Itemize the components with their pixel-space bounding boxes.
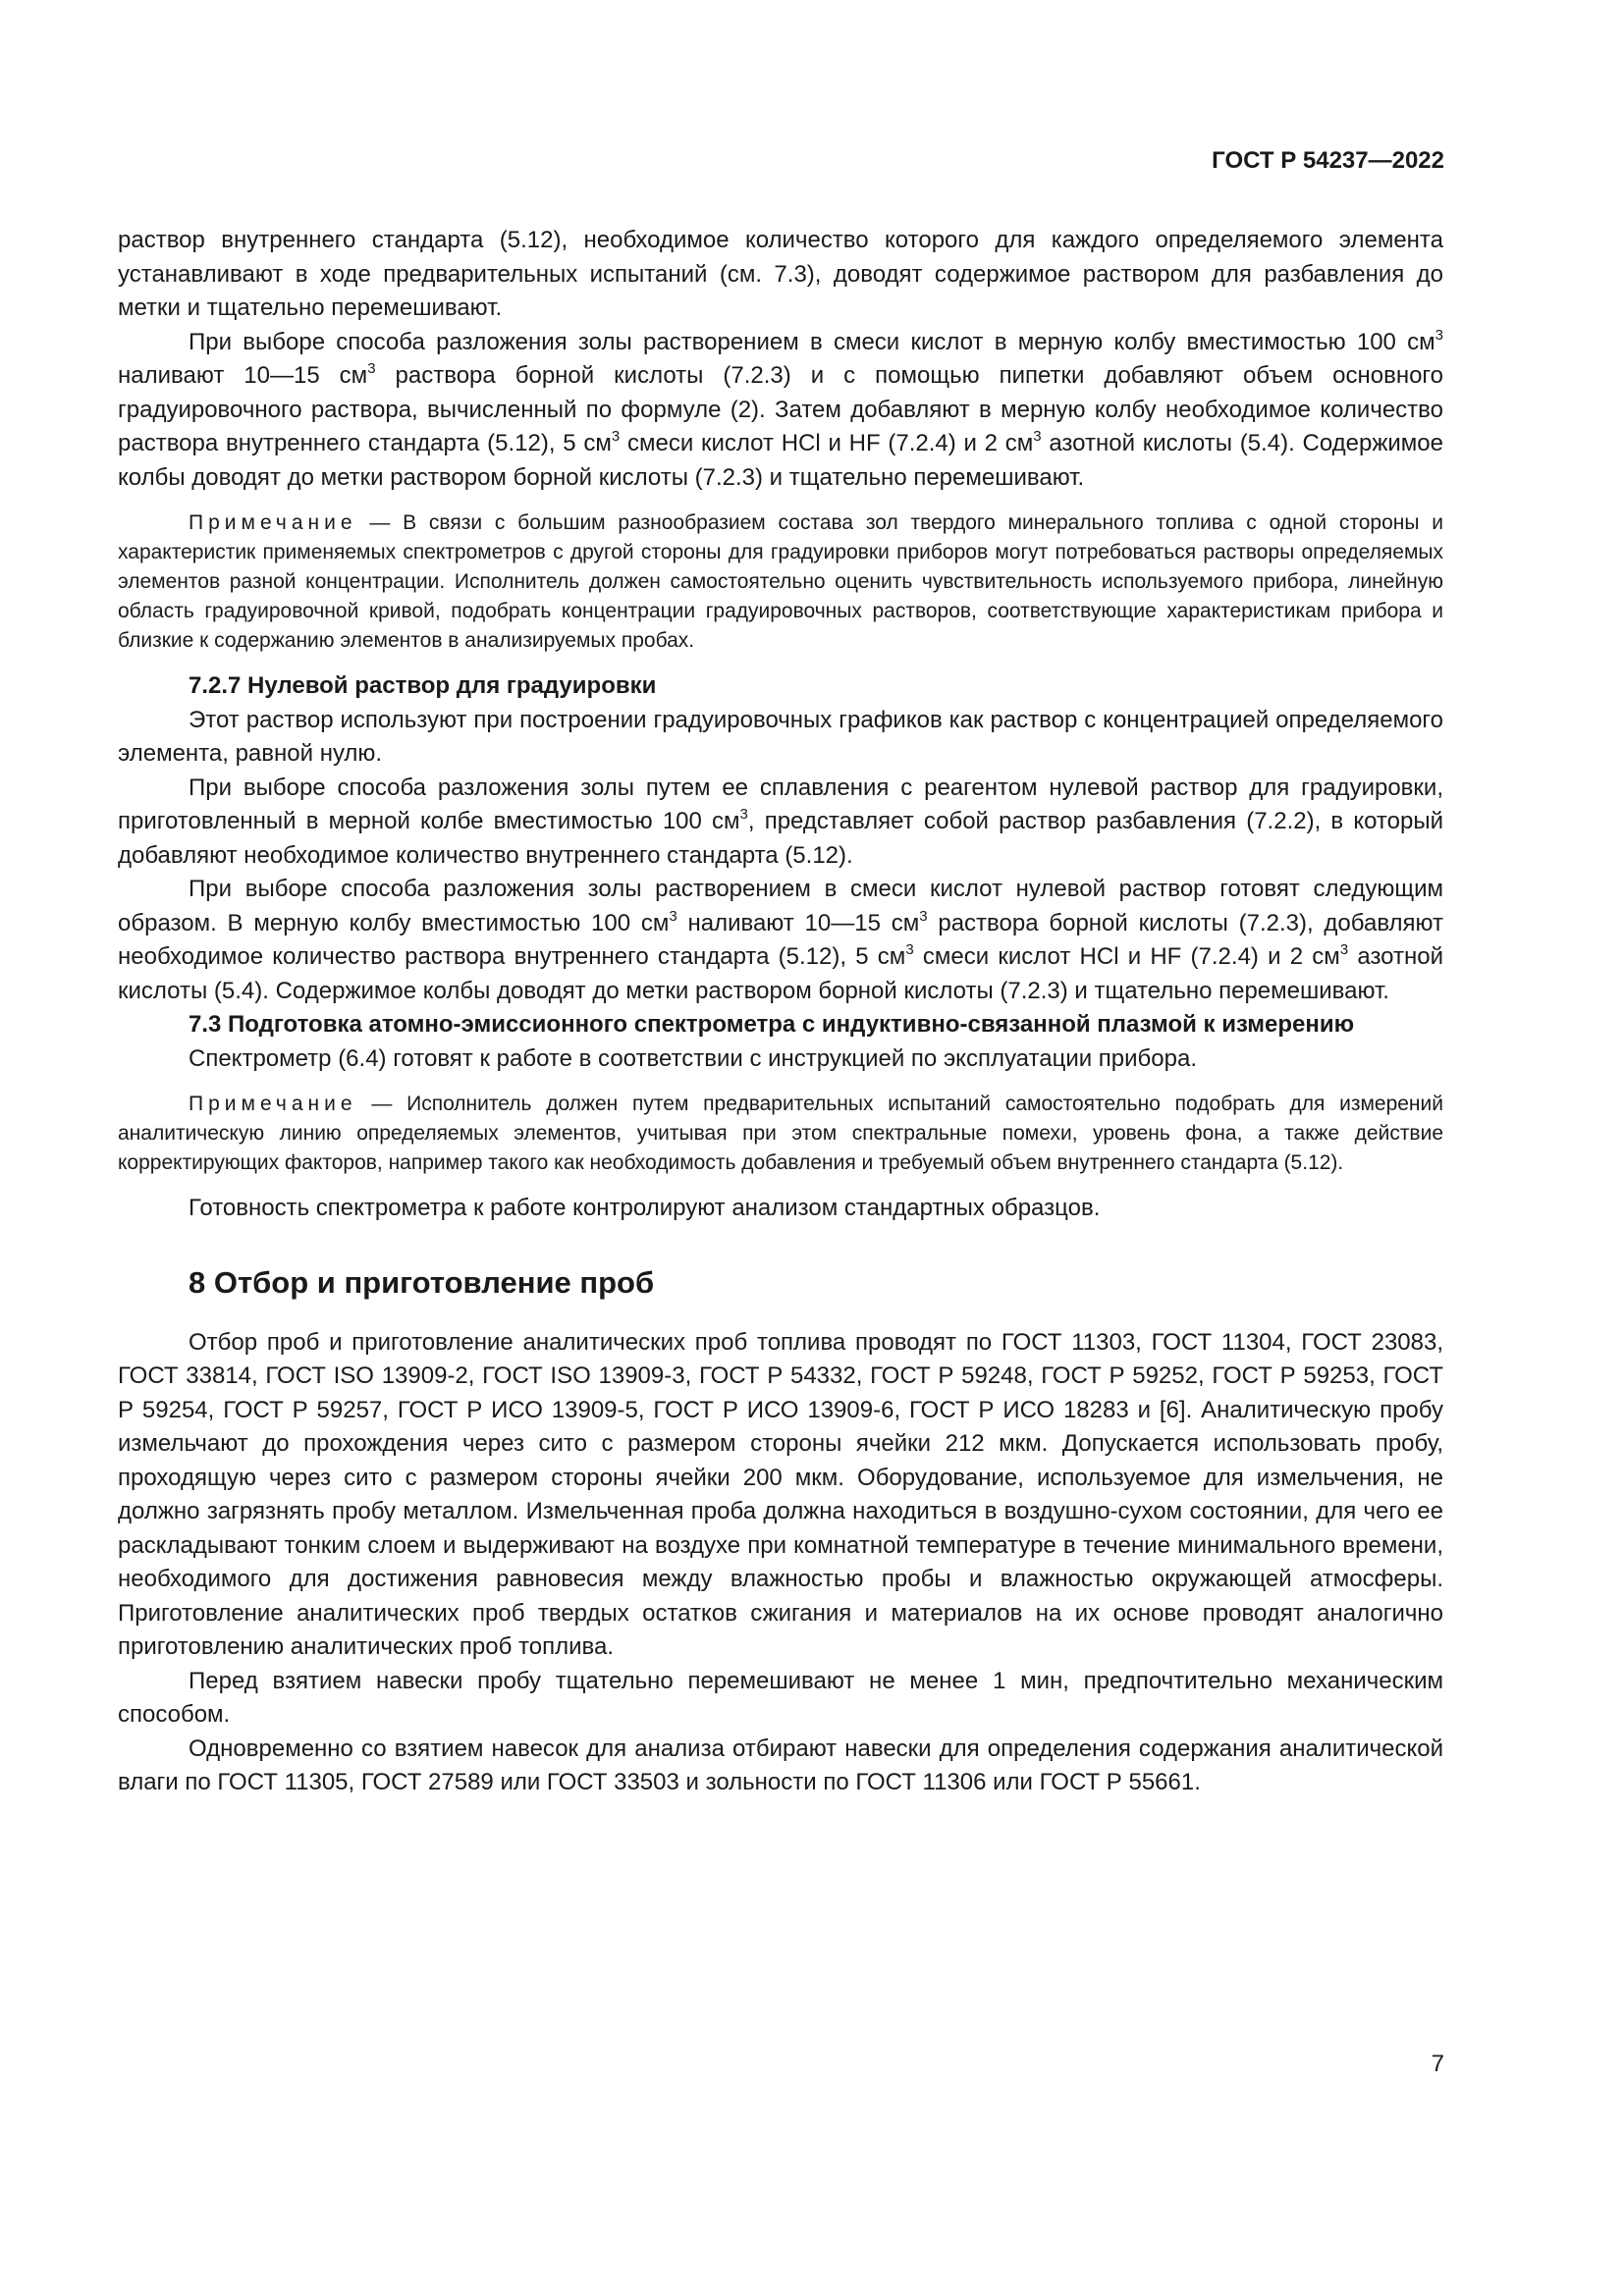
subsection-heading-7-3: 7.3 Подготовка атомно-эмиссионного спектрометра с индуктивно-связанной плазмой к измерению — [189, 1011, 1355, 1038]
paragraph-zero-solution-definition: Этот раствор используют при построении градуировочных графиков как раствор с концентрацией определяемого элемента, равной нулю. — [118, 706, 1443, 767]
paragraph-zero-solution-fusion: При выборе способа разложения золы путем ее сплавления с реагентом нулевой раствор для градуировки, приготовленный в мерной колбе вместимостью 100 $см^3$, представляет собой раствор разбавления (7.2.2), в который добавляют необходимое количество внутреннего стандарта (5.12). — [118, 774, 1443, 869]
subsection-heading-7-2-7: 7.2.7 Нулевой раствор для градуировки — [189, 672, 657, 699]
paragraph-zero-solution-acid: При выборе способа разложения золы растворением в смеси кислот нулевой раствор готовят следующим образом. В мерную колбу вместимостью 100 $см^3$ наливают 10—15 $см^3$ раствора борной кислоты (7.2.3), добавляют необходимое количество раствора внутреннего стандарта (5.12), 5 $см^3$ смеси кислот HCl и HF (7.2.4) и 2 $см^3$ азотной кислоты (5.4). Содержимое колбы доводят до метки раствором борной кислоты (7.2.3) и тщательно перемешивают. — [118, 876, 1443, 1004]
note-label: Примечание — [189, 511, 357, 534]
paragraph-mixing: Перед взятием навески пробу тщательно перемешивают не менее 1 мин, предпочтительно механическим способом. — [118, 1667, 1443, 1728]
paragraph-spectrometer-prep: Спектрометр (6.4) готовят к работе в соответствии с инструкцией по эксплуатации прибора. — [189, 1044, 1198, 1072]
section-heading-8: 8 Отбор и приготовление проб — [189, 1264, 655, 1300]
note-analytical-line: Примечание — Исполнитель должен путем предварительных испытаний самостоятельно подобрать для измерений аналитическую линию определяемых элементов, учитывая при этом спектральные помехи, уровень фона, а также действие корректирующих факторов, например такого как необходимость добавления и требуемый объем внутреннего стандарта (5.12). — [118, 1093, 1443, 1174]
note-concentration: Примечание — В связи с большим разнообразием состава зол твердого минерального топлива с одной стороны и характеристик применяемых спектрометров с другой стороны для градуировки приборов могут потребоваться растворы определяемых элементов разной концентрации. Исполнитель должен самостоятельно оценить чувствительность используемого прибора, линейную область градуировочной кривой, подобрать концентрации градуировочных растворов, соответствующие характеристикам прибора и близкие к содержанию элементов в анализируемых пробах. — [118, 511, 1443, 652]
paragraph-sampling: Отбор проб и приготовление аналитических проб топлива проводят по ГОСТ 11303, ГОСТ 11304, ГОСТ 23083, ГОСТ 33814, ГОСТ ISO 13909-2, ГОСТ ISO 13909-3, ГОСТ Р 54332, ГОСТ Р 59248, ГОСТ Р 59252, ГОСТ Р 59253, ГОСТ Р 59254, ГОСТ Р 59257, ГОСТ Р ИСО 13909-5, ГОСТ Р ИСО 13909-6, ГОСТ Р ИСО 18283 и [6]. Аналитическую пробу измельчают до прохождения через сито с размером стороны ячейки 212 мкм. Допускается использовать пробу, проходящую через сито с размером стороны ячейки 200 мкм. Оборудование, используемое для измельчения, не должно загрязнять пробу металлом. Измельченная проба должна находиться в воздушно-сухом состоянии, для чего ее раскладывают тонким слоем и выдерживают на воздухе при комнатной температуре в течение минимального времени, необходимого для достижения равновесия между влажностью пробы и влажностью окружающей атмосферы. Приготовление аналитических проб твердых остатков сжигания и материалов на их основе проводят аналогично приготовлению аналитических проб топлива. — [118, 1328, 1443, 1660]
paragraph-acid-dissolution-calibration: При выборе способа разложения золы растворением в смеси кислот в мерную колбу вместимостью 100 $см^3$ наливают 10—15 $см^3$ раствора борной кислоты (7.2.3) и с помощью пипетки добавляют объем основного градуировочного раствора, вычисленный по формуле (2). Затем добавляют в мерную колбу необходимое количество раствора внутреннего стандарта (5.12), 5 $см^3$ смеси кислот HCl и HF (7.2.4) и 2 $см^3$ азотной кислоты (5.4). Содержимое колбы доводят до метки раствором борной кислоты (7.2.3) и тщательно перемешивают. — [118, 326, 1444, 491]
document-body — [118, 224, 1443, 1800]
paragraph-moisture-ash: Одновременно со взятием навесок для анализа отбирают навески для определения содержания аналитической влаги по ГОСТ 11305, ГОСТ 27589 или ГОСТ 33503 и зольности по ГОСТ 11306 или ГОСТ Р 55661. — [118, 1735, 1443, 1795]
document-id-header: ГОСТ Р 54237—2022 — [1212, 147, 1444, 174]
note-label: Примечание — [189, 1093, 357, 1115]
paragraph-continuation: раствор внутреннего стандарта (5.12), необходимое количество которого для каждого определяемого элемента устанавливают в ходе предварительных испытаний (см. 7.3), доводят содержимое раствором для разбавления до метки и тщательно перемешивают. — [118, 227, 1443, 321]
paragraph-spectrometer-readiness: Готовность спектрометра к работе контролируют анализом стандартных образцов. — [189, 1195, 1101, 1221]
page-number: 7 — [1431, 2051, 1444, 2077]
